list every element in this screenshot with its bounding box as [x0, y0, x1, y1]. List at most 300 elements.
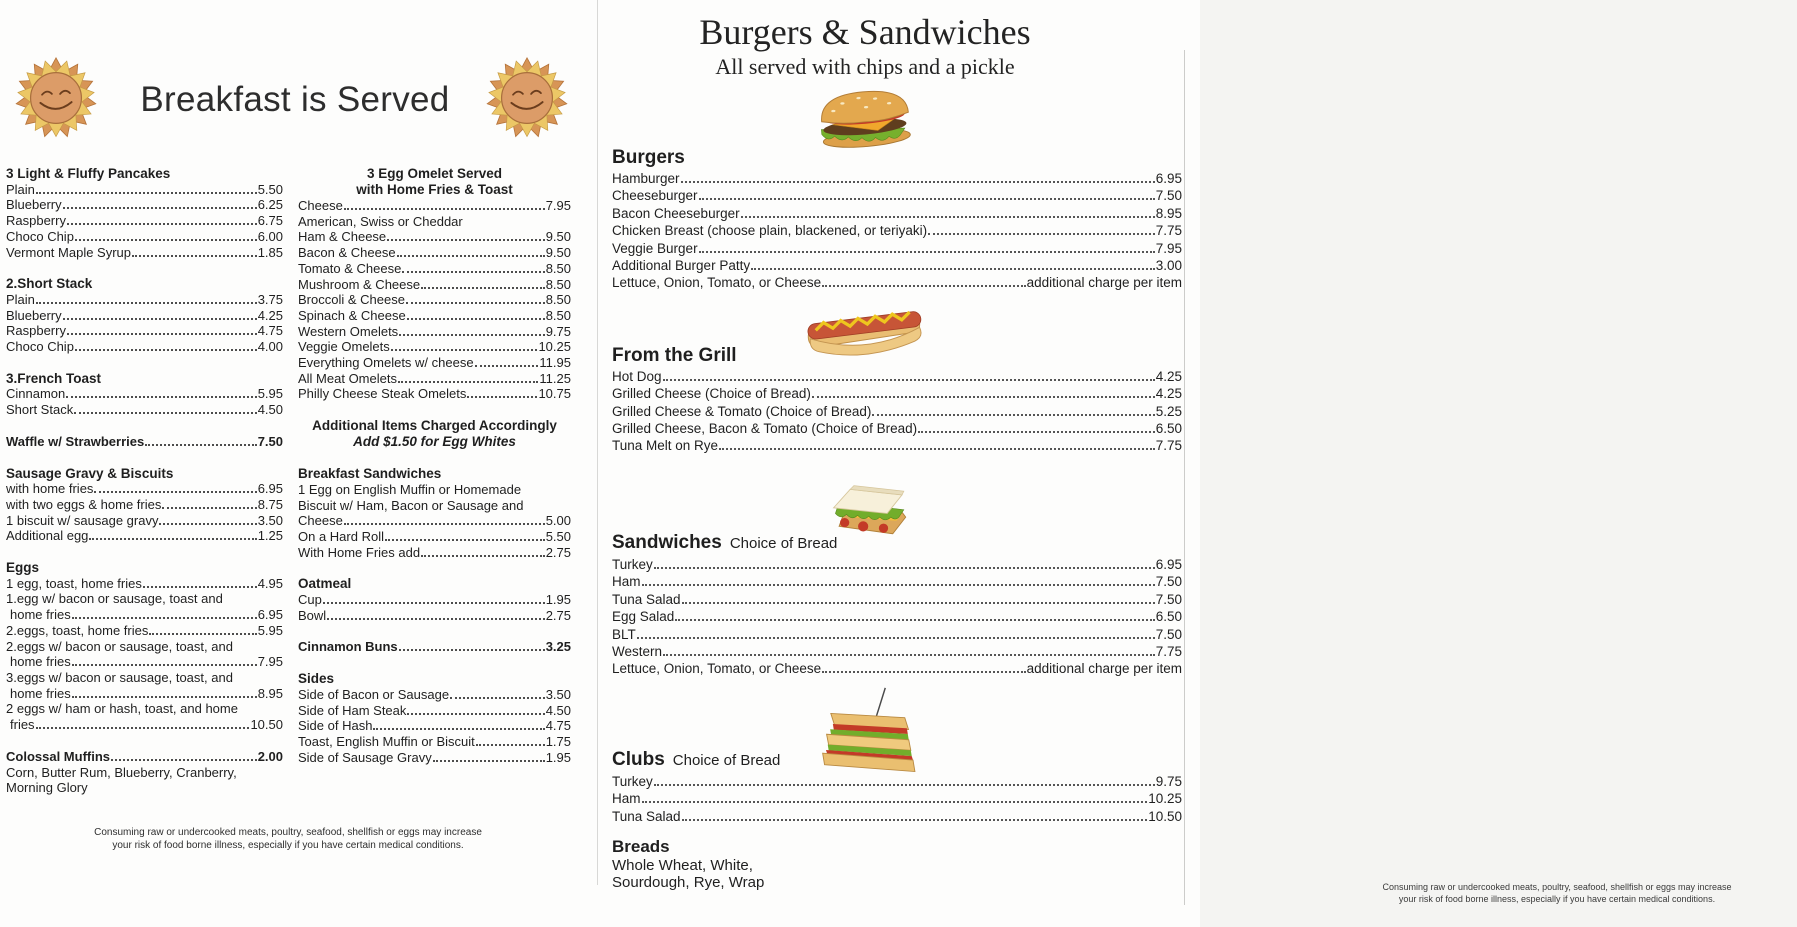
dotted-leader: [421, 555, 545, 557]
item-name: Side of Hash: [298, 718, 373, 734]
item-name: Egg Salad: [612, 609, 675, 625]
menu-item-row: [6, 308, 283, 324]
dotted-leader: [323, 602, 545, 604]
menu-item-row: [6, 229, 283, 245]
menu-item-row: [6, 245, 283, 261]
item-name: home fries: [10, 654, 71, 670]
menu-item-row: [298, 261, 571, 277]
item-price: 6.95: [1155, 556, 1182, 572]
menu-section: [298, 418, 571, 450]
sun-icon: [486, 57, 568, 139]
section-heading: [612, 837, 1182, 857]
dotted-leader: [699, 251, 1155, 253]
menu-item-row: [298, 308, 571, 324]
menu-item-row: [298, 513, 571, 529]
dotted-leader: [111, 759, 257, 761]
item-price: 7.75: [1155, 643, 1182, 659]
item-name: Ham: [612, 574, 641, 590]
item-name: Ham & Cheese: [298, 229, 387, 245]
item-price: 8.50: [545, 292, 571, 308]
item-name: Plain: [6, 181, 35, 197]
menu-item-row: [612, 368, 1182, 385]
item-name: Veggie Burger: [612, 240, 698, 256]
menu-item-row: [612, 240, 1182, 257]
item-price: 8.50: [545, 307, 571, 323]
disclaimer-line: your risk of food borne illness, especially if you have certain medical conditions.: [112, 840, 464, 851]
item-name: Tuna Salad: [612, 808, 681, 824]
dotted-leader: [642, 801, 1148, 803]
item-name: Plain: [6, 291, 35, 307]
section-heading: [298, 466, 571, 482]
item-name: With Home Fries add: [298, 544, 421, 560]
menu-item-row: [298, 734, 571, 750]
section-heading-text: Burgers: [612, 147, 685, 168]
item-price: 6.75: [257, 213, 283, 229]
section-heading-text: Eggs: [6, 560, 40, 576]
item-price: 4.50: [545, 702, 571, 718]
dotted-leader: [642, 584, 1155, 586]
item-price: 4.25: [1155, 386, 1182, 402]
item-name: Tuna Salad: [612, 591, 681, 607]
menu-item-row: [612, 556, 1182, 573]
item-price: 4.50: [257, 402, 283, 418]
dotted-leader: [399, 649, 545, 651]
dotted-leader: [159, 523, 256, 525]
item-price: 4.75: [545, 718, 571, 734]
item-name: Raspberry: [6, 213, 66, 229]
item-price: 2.00: [257, 748, 283, 764]
disclaimer-line: Consuming raw or undercooked meats, poultry, seafood, shellfish or eggs may increase: [1382, 882, 1732, 892]
dotted-leader: [475, 365, 539, 367]
dotted-leader: [719, 448, 1155, 450]
menu-item-row: [298, 292, 571, 308]
item-name: Grilled Cheese & Tomato (Choice of Bread): [612, 403, 872, 419]
item-price: 8.95: [257, 685, 283, 701]
menu-item-row: [6, 292, 283, 308]
menu-item-row: [612, 420, 1182, 437]
item-price: 5.50: [545, 528, 571, 544]
dotted-leader: [928, 233, 1155, 235]
item-name: Cinnamon: [6, 386, 66, 402]
dotted-leader: [373, 728, 544, 730]
menu-item-row: [612, 790, 1182, 807]
item-name: Short Stack: [6, 402, 74, 418]
section-tail-line: Corn, Butter Rum, Blueberry, Cranberry,: [6, 764, 237, 780]
menu-item-row: [6, 197, 283, 213]
dotted-leader: [72, 664, 257, 666]
menu-section: [612, 308, 1182, 455]
item-price: 1.25: [257, 528, 283, 544]
item-name: On a Hard Roll: [298, 528, 384, 544]
item-name: Cheeseburger: [612, 188, 698, 204]
breakfast-title: Breakfast is Served: [140, 80, 450, 119]
section-heading: [6, 560, 283, 576]
menu-item-row: [6, 434, 283, 450]
item-name: Raspberry: [6, 323, 66, 339]
menu-item-row: [612, 274, 1182, 291]
item-name: 1 biscuit w/ sausage gravy: [6, 512, 159, 528]
item-name: Hot Dog: [612, 368, 662, 384]
menu-item-row: [612, 660, 1182, 677]
sun-icon: [15, 57, 97, 139]
item-price: 1.95: [545, 592, 571, 608]
menu-section: [298, 576, 571, 623]
item-name: Grilled Cheese, Bacon & Tomato (Choice of Bread): [612, 421, 918, 437]
item-name: Bacon Cheeseburger: [612, 205, 740, 221]
item-name: Veggie Omelets: [298, 339, 390, 355]
item-price: 7.50: [1155, 574, 1182, 590]
item-name: Additional egg: [6, 528, 89, 544]
item-name: Choco Chip: [6, 339, 74, 355]
item-price: 3.25: [545, 639, 571, 655]
item-price: 8.50: [545, 260, 571, 276]
dotted-leader: [407, 713, 544, 715]
menu-item-row: [298, 608, 571, 624]
menu-item-row: [298, 229, 571, 245]
dotted-leader: [681, 181, 1155, 183]
item-price: 7.95: [1155, 240, 1182, 256]
item-name: Western Omelets: [298, 323, 399, 339]
menu-section: [6, 749, 283, 796]
item-name: Side of Sausage Gravy: [298, 749, 432, 765]
dotted-leader: [63, 318, 257, 320]
item-price: 4.95: [257, 575, 283, 591]
item-name: Ham: [612, 791, 641, 807]
menu-section: [612, 469, 1182, 678]
menu-item-row: [298, 545, 571, 561]
section-heading-text: Breads: [612, 836, 670, 856]
page-divider-line: [597, 0, 598, 885]
dotted-leader: [385, 539, 545, 541]
item-price: 2.75: [545, 607, 571, 623]
item-price: 11.95: [539, 355, 571, 371]
dotted-leader: [675, 619, 1154, 621]
burgers-title: Burgers & Sandwiches: [699, 12, 1031, 52]
item-price: 1.75: [545, 733, 571, 749]
item-name: home fries: [10, 607, 71, 623]
dotted-leader: [663, 654, 1155, 656]
dotted-leader: [812, 396, 1155, 398]
dotted-leader: [822, 671, 1026, 673]
menu-section: [612, 837, 1182, 892]
dotted-leader: [132, 255, 257, 257]
menu-item-row: [6, 386, 283, 402]
section-tail-line: Sourdough, Rye, Wrap: [612, 874, 765, 892]
dotted-leader: [327, 618, 545, 620]
section-heading-text: From the Grill: [612, 344, 737, 366]
menu-item-row: [6, 182, 283, 198]
section-heading-text: Oatmeal: [298, 576, 352, 592]
menu-item-row: [6, 513, 283, 529]
item-price: 6.95: [257, 481, 283, 497]
disclaimer-line: your risk of food borne illness, especially if you have certain medical conditions.: [1398, 894, 1716, 904]
item-price: 5.95: [257, 386, 283, 402]
menu-section: [612, 686, 1182, 825]
item-name: 2.eggs, toast, home fries: [6, 622, 149, 638]
item-name: Broccoli & Cheese: [298, 292, 405, 308]
dotted-leader: [89, 538, 256, 540]
item-price: 5.50: [257, 181, 283, 197]
burgers-header: [612, 12, 1118, 80]
dotted-leader: [406, 302, 545, 304]
section-heading-line: 3 Egg Omelet Served: [366, 166, 503, 181]
item-name: BLT: [612, 626, 636, 642]
section-heading-line: with Home Fries & Toast: [356, 182, 513, 197]
item-name: Toast, English Muffin or Biscuit: [298, 733, 475, 749]
item-name: Turkey: [612, 556, 653, 572]
item-name: All Meat Omelets: [298, 370, 397, 386]
item-price: 4.25: [1155, 368, 1182, 384]
section-heading-text: Breakfast Sandwiches: [298, 466, 442, 482]
menu-item-row: [612, 591, 1182, 608]
menu-item-row: [298, 339, 571, 355]
dotted-leader: [74, 412, 256, 414]
menu-item-row: [6, 686, 283, 702]
disclaimer-line: Consuming raw or undercooked meats, poultry, seafood, shellfish or eggs may increase: [94, 827, 482, 838]
section-heading: [298, 671, 571, 687]
menu-item-row: [6, 339, 283, 355]
dotted-leader: [75, 349, 257, 351]
menu-item-row: [6, 717, 283, 733]
item-price: 6.95: [1155, 171, 1182, 186]
item-name: Bowl: [298, 607, 327, 623]
menu-item-row: [612, 626, 1182, 643]
item-price: 8.75: [257, 496, 283, 512]
menu-item-row: [6, 576, 283, 592]
dotted-leader: [741, 216, 1155, 218]
dotted-leader: [654, 567, 1155, 569]
burgers-page: [612, 12, 1732, 904]
dotted-leader: [399, 334, 545, 336]
item-name: Grilled Cheese (Choice of Bread): [612, 386, 811, 402]
menu-item-row: [6, 623, 283, 639]
menu-item-row: [612, 205, 1182, 222]
menu-item-row: [612, 187, 1182, 204]
menu-item-row: [612, 222, 1182, 239]
item-name: fries: [10, 717, 35, 733]
menu-item-row: [6, 402, 283, 418]
dotted-leader: [94, 491, 256, 493]
section-note-line: Additional Items Charged Accordingly: [312, 418, 557, 434]
dotted-leader: [398, 381, 538, 383]
item-price: 9.50: [545, 245, 571, 261]
dotted-leader: [476, 744, 545, 746]
item-price: 3.00: [1155, 258, 1182, 274]
item-price: 8.50: [545, 276, 571, 292]
item-name: Bacon & Cheese: [298, 245, 396, 261]
menu-item-wrap-line: 3.eggs w/ bacon or sausage, toast, and: [6, 669, 233, 685]
menu-section: [612, 86, 1182, 292]
menu-item-row: [298, 198, 571, 214]
menu-section: [6, 560, 283, 733]
menu-item-row: [298, 324, 571, 340]
section-heading-text: Sides: [298, 671, 335, 687]
menu-item-row: [612, 643, 1182, 660]
menu-section: [6, 166, 283, 260]
item-name: 1 egg, toast, home fries: [6, 575, 142, 591]
item-name: Blueberry: [6, 307, 62, 323]
menu-item-row: [298, 386, 571, 402]
item-name: Cinnamon Buns: [298, 639, 398, 655]
breakfast-column-1: [6, 166, 283, 812]
section-note-line: Add $1.50 for Egg Whites: [353, 434, 516, 450]
menu-item-row: [298, 529, 571, 545]
dotted-leader: [397, 255, 545, 257]
item-name: Tuna Melt on Rye: [612, 438, 719, 454]
item-name: Lettuce, Onion, Tomato, or Cheese: [612, 661, 822, 677]
menu-section: [298, 166, 571, 402]
item-price: 11.25: [539, 370, 571, 386]
menu-item-row: [298, 718, 571, 734]
menu-item-row: [6, 497, 283, 513]
menu-section: [6, 466, 283, 545]
item-price: 7.95: [545, 198, 571, 213]
menu-section: [298, 639, 571, 655]
item-price: 10.75: [538, 386, 571, 402]
section-heading-text: 3 Light & Fluffy Pancakes: [6, 166, 171, 181]
menu-item-row: [6, 749, 283, 765]
dotted-leader: [63, 207, 257, 209]
menu-item-row: [298, 592, 571, 608]
menu-item-row: [298, 750, 571, 766]
menu-item-row: [6, 607, 283, 623]
item-price: 9.50: [545, 229, 571, 245]
sandwich-image: [612, 469, 1118, 533]
item-price: 5.00: [545, 513, 571, 529]
item-name: Vermont Maple Syrup: [6, 244, 132, 260]
section-heading-text: Sausage Gravy & Biscuits: [6, 465, 174, 481]
dotted-leader: [467, 396, 537, 398]
dotted-leader: [391, 349, 538, 351]
item-price: 10.25: [1148, 791, 1182, 807]
menu-item-row: [612, 385, 1182, 402]
menu-item-row: [6, 213, 283, 229]
dotted-leader: [699, 198, 1155, 200]
menu-item-row: [298, 371, 571, 387]
menu-item-row: [612, 403, 1182, 420]
dotted-leader: [66, 396, 256, 398]
menu-item-row: [298, 687, 571, 703]
item-name: Western: [612, 643, 663, 659]
menu-item-row: [6, 481, 283, 497]
menu-item-row: [612, 437, 1182, 454]
menu-item-text: American, Swiss or Cheddar: [298, 213, 463, 229]
item-name: Turkey: [612, 773, 653, 789]
item-name: Cup: [298, 592, 322, 608]
item-price: 1.95: [545, 749, 571, 765]
item-price: 5.25: [1155, 403, 1182, 419]
dotted-leader: [822, 285, 1026, 287]
section-tail-line: Whole Wheat, White,: [612, 856, 753, 874]
section-heading: [298, 576, 571, 592]
menu-item-wrap-line: 2.eggs w/ bacon or sausage, toast, and: [6, 638, 233, 654]
item-name: Spinach & Cheese: [298, 307, 406, 323]
item-price: 4.75: [257, 323, 283, 339]
item-name: Hamburger: [612, 171, 680, 186]
menu-item-wrap-line: 1.egg w/ bacon or sausage, toast and: [6, 591, 223, 607]
item-name: Cheese: [298, 198, 343, 213]
menu-item-row: [612, 170, 1182, 187]
dotted-leader: [663, 379, 1155, 381]
dotted-leader: [36, 192, 257, 194]
item-name: Lettuce, Onion, Tomato, or Cheese: [612, 275, 822, 291]
item-price: 3.50: [545, 686, 571, 702]
section-heading: [6, 276, 283, 292]
item-price: 7.75: [1155, 223, 1182, 239]
dotted-leader: [402, 271, 544, 273]
dotted-leader: [72, 617, 257, 619]
dotted-leader: [344, 208, 545, 210]
item-name: Chicken Breast (choose plain, blackened, or teriyaki): [612, 223, 928, 239]
dotted-leader: [872, 414, 1154, 416]
menu-section: [6, 371, 283, 418]
item-price: 10.25: [538, 339, 571, 355]
burgers-sections: [612, 86, 1182, 892]
item-price: 7.50: [1155, 626, 1182, 642]
item-price: 2.75: [545, 544, 571, 560]
item-price: 4.25: [257, 307, 283, 323]
dotted-leader: [72, 696, 257, 698]
item-name: Everything Omelets w/ cheese: [298, 355, 474, 371]
section-description-line: 1 Egg on English Muffin or Homemade: [298, 481, 522, 497]
section-heading: [6, 466, 283, 482]
item-price: 7.50: [1155, 188, 1182, 204]
dotted-leader: [344, 523, 545, 525]
dotted-leader: [75, 239, 257, 241]
dotted-leader: [682, 602, 1155, 604]
menu-item-row: [612, 573, 1182, 590]
breakfast-column-2: [298, 166, 571, 781]
section-heading-suffix: Choice of Bread: [729, 534, 838, 552]
item-price: 3.50: [257, 512, 283, 528]
item-name: Colossal Muffins: [6, 748, 111, 764]
dotted-leader: [450, 697, 545, 699]
dotted-leader: [67, 333, 257, 335]
item-price: 3.75: [257, 291, 283, 307]
item-price: 5.95: [257, 622, 283, 638]
dotted-leader: [637, 637, 1155, 639]
left-disclaimer: [28, 826, 548, 852]
item-name: Cheese: [298, 513, 343, 529]
menu-item-row: [298, 245, 571, 261]
menu-section: [298, 466, 571, 560]
right-disclaimer: [1317, 881, 1797, 905]
item-name: home fries: [10, 685, 71, 701]
menu-item-row: [298, 703, 571, 719]
menu-section: [298, 671, 571, 765]
menu-item-row: [298, 639, 571, 655]
item-price: 7.50: [257, 433, 283, 449]
item-name: Side of Ham Steak: [298, 702, 407, 718]
item-price: 10.50: [250, 717, 283, 733]
dotted-leader: [918, 431, 1155, 433]
item-name: with home fries: [6, 481, 94, 497]
item-price: 7.50: [1155, 591, 1182, 607]
menu-item-row: [298, 355, 571, 371]
menu-item-row: [612, 608, 1182, 625]
item-price: 6.00: [257, 228, 283, 244]
menu-item-row: [6, 323, 283, 339]
item-price: 9.75: [1155, 773, 1182, 789]
dotted-leader: [149, 633, 256, 635]
dotted-leader: [36, 302, 257, 304]
burger-image: [612, 86, 1118, 146]
item-name: Additional Burger Patty: [612, 258, 751, 274]
section-heading-text: 2.Short Stack: [6, 276, 93, 292]
dotted-leader: [387, 239, 545, 241]
item-price: 6.95: [257, 607, 283, 623]
item-name: Side of Bacon or Sausage: [298, 686, 450, 702]
